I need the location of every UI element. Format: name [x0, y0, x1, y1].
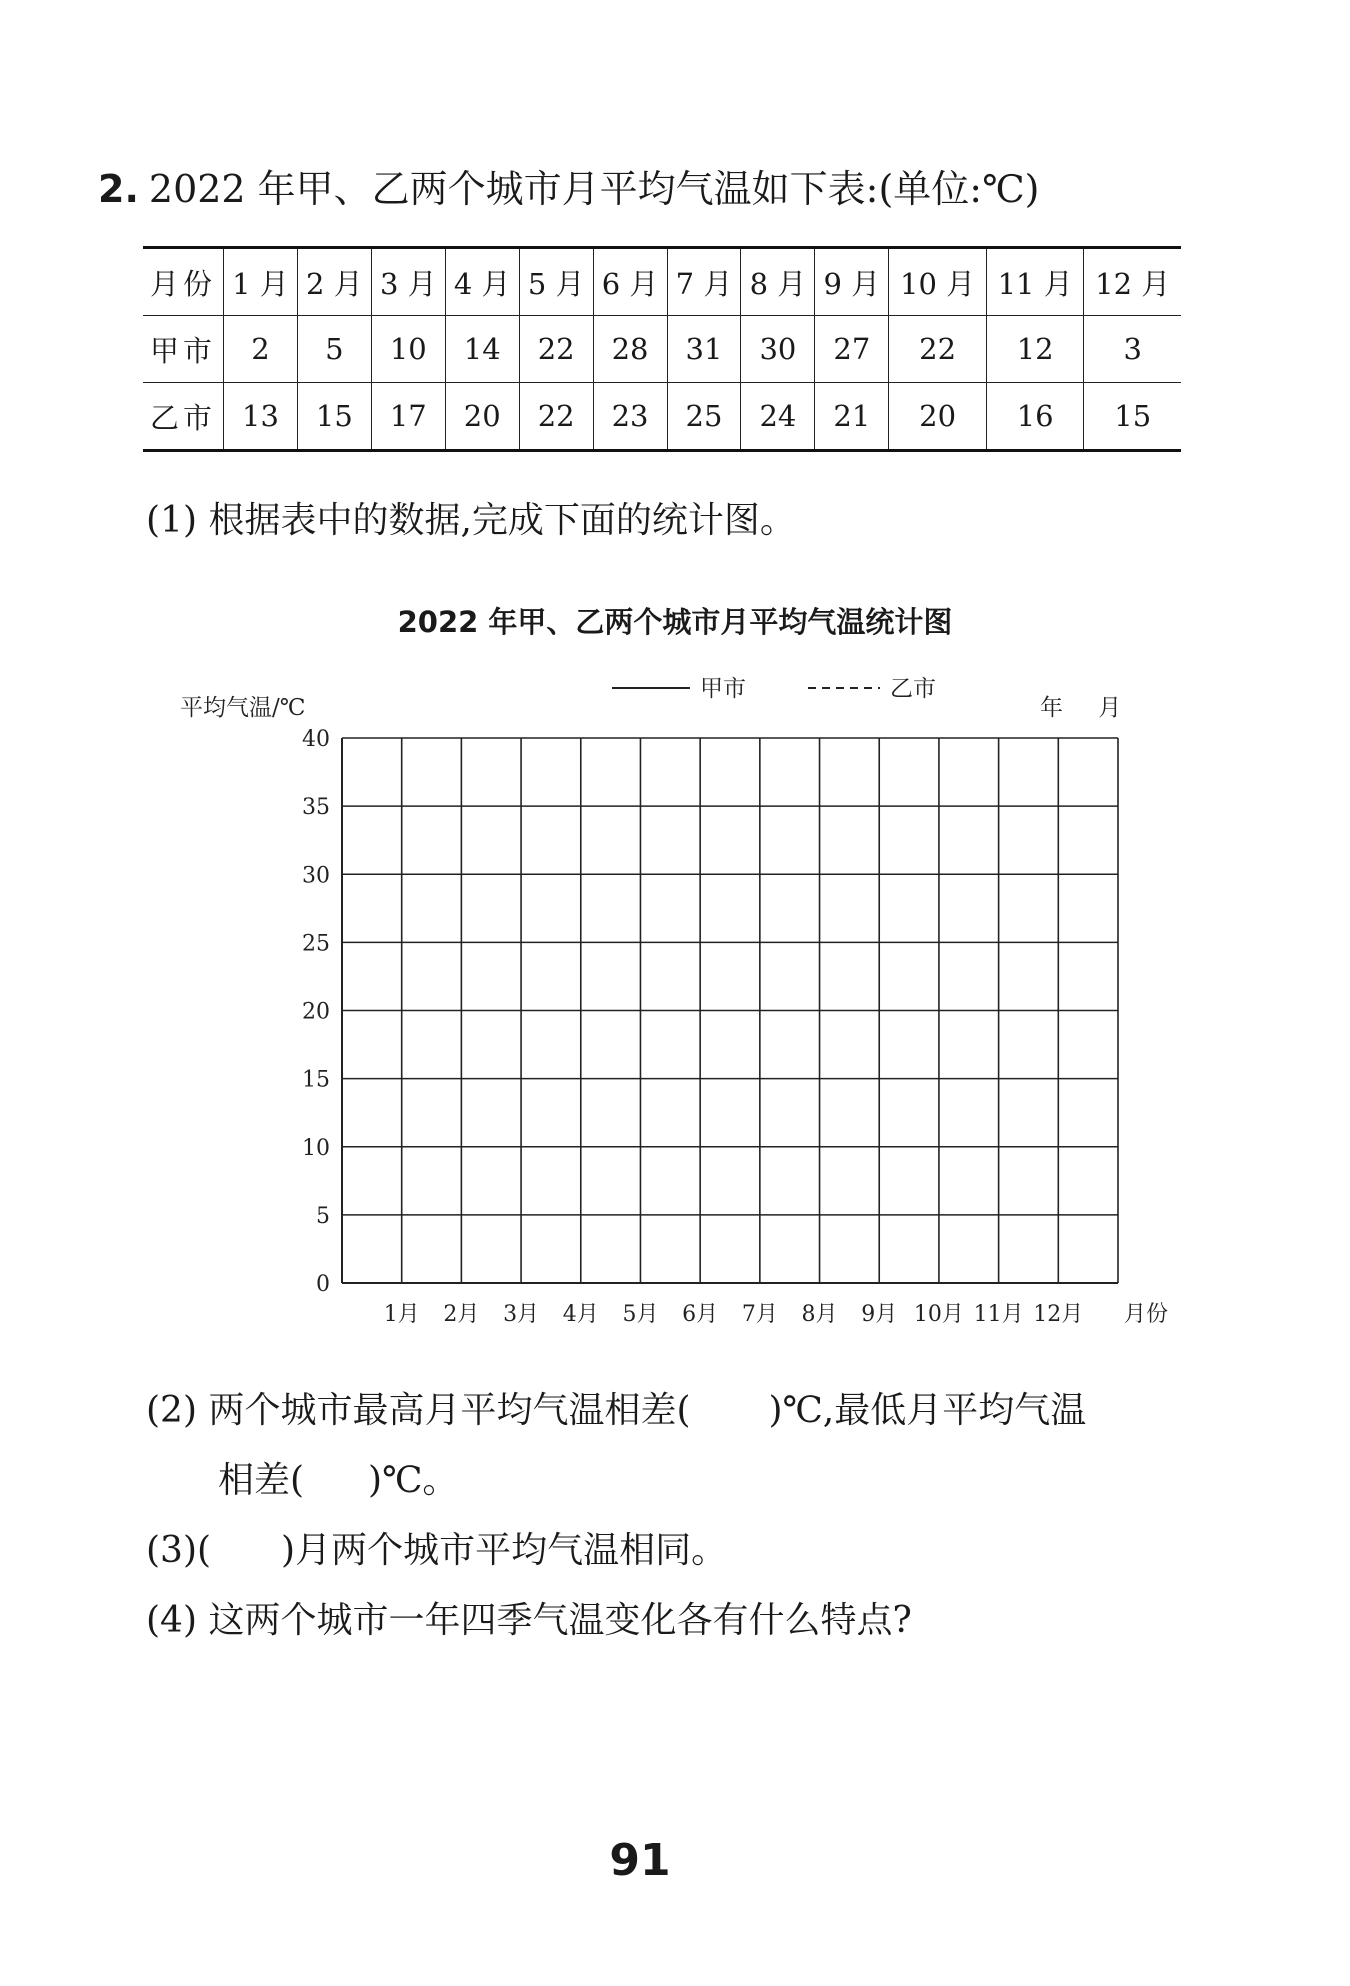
y-tick-label: 25 — [302, 931, 330, 957]
table-cell: 20 — [445, 383, 519, 451]
table-cell: 2 月 — [297, 248, 371, 316]
x-tick-label: 8月 — [801, 1302, 838, 1327]
table-cell: 13 — [224, 383, 298, 451]
x-tick-label: 10月 — [913, 1302, 964, 1327]
table-cell: 23 — [593, 383, 667, 451]
table-cell: 6 月 — [593, 248, 667, 316]
y-tick-label: 40 — [302, 727, 330, 752]
sub-question-3 — [146, 1522, 727, 1573]
table-cell: 11 月 — [986, 248, 1084, 316]
x-tick-label: 12月 — [1033, 1302, 1084, 1327]
table-cell: 30 — [741, 316, 815, 383]
question-title — [98, 158, 1039, 213]
x-tick-label: 9月 — [861, 1302, 898, 1327]
table-header-row — [143, 248, 1181, 316]
table-row — [143, 316, 1181, 383]
table-cell: 22 — [889, 316, 987, 383]
sub2-text-b: )℃,最低月平均气温 — [768, 1390, 1087, 1431]
question-text: 2022 年甲、乙两个城市月平均气温如下表:(单位:℃) — [148, 167, 1040, 211]
table-cell: 9 月 — [815, 248, 889, 316]
table-cell: 25 — [667, 383, 741, 451]
table-cell: 16 — [986, 383, 1084, 451]
sub-question-2 — [146, 1382, 1086, 1433]
table-cell: 7 月 — [667, 248, 741, 316]
sub2-text-d: )℃。 — [368, 1460, 459, 1501]
temperature-line-chart — [0, 670, 1350, 1330]
table-cell: 20 — [889, 383, 987, 451]
table-cell: 1 月 — [224, 248, 298, 316]
table-cell: 12 — [986, 316, 1084, 383]
y-tick-label: 15 — [302, 1067, 330, 1093]
row-header-cell: 月份 — [149, 266, 216, 301]
sub-question-2-cont — [218, 1452, 458, 1503]
y-tick-label: 30 — [302, 863, 330, 889]
x-tick-label: 1月 — [383, 1302, 420, 1327]
page-number: 91 — [609, 1835, 671, 1886]
table-cell: 15 — [1084, 383, 1181, 451]
y-tick-label: 35 — [302, 795, 330, 821]
table-cell: 27 — [815, 316, 889, 383]
row-header-cell: 甲市 — [143, 316, 224, 383]
y-tick-label: 10 — [302, 1135, 330, 1161]
row-header-cell: 乙市 — [143, 383, 224, 451]
table-cell: 3 月 — [371, 248, 445, 316]
table-cell: 3 — [1084, 316, 1181, 383]
x-axis-label: 月份 — [1124, 1302, 1169, 1327]
y-tick-label: 5 — [316, 1203, 330, 1229]
chart-title: 2022 年甲、乙两个城市月平均气温统计图 — [397, 605, 953, 639]
table-cell: 22 — [519, 316, 593, 383]
table-cell: 22 — [519, 383, 593, 451]
table-cell: 8 月 — [741, 248, 815, 316]
table-cell: 21 — [815, 383, 889, 451]
table-cell: 15 — [297, 383, 371, 451]
table-row — [143, 383, 1181, 451]
table-cell: 12 月 — [1084, 248, 1181, 316]
sub2-text-a: (2) 两个城市最高月平均气温相差( — [146, 1390, 691, 1431]
sub3-text-b: )月两个城市平均气温相同。 — [281, 1530, 728, 1571]
x-tick-label: 6月 — [682, 1302, 719, 1327]
legend-label-yi: 乙市 — [890, 676, 936, 702]
table-cell: 5 月 — [519, 248, 593, 316]
x-tick-label: 3月 — [503, 1302, 540, 1327]
table-cell: 24 — [741, 383, 815, 451]
x-tick-label: 4月 — [562, 1302, 599, 1327]
table-cell: 31 — [667, 316, 741, 383]
legend-label-jia: 甲市 — [700, 676, 746, 702]
table-cell: 5 — [297, 316, 371, 383]
table-cell: 10 — [371, 316, 445, 383]
table-cell: 10 月 — [889, 248, 987, 316]
table-cell: 17 — [371, 383, 445, 451]
x-tick-label: 2月 — [443, 1302, 480, 1327]
y-axis-label: 平均气温/℃ — [180, 695, 306, 721]
table-cell: 4 月 — [445, 248, 519, 316]
sub2-text-c: 相差( — [218, 1460, 305, 1501]
x-tick-label: 11月 — [973, 1302, 1024, 1327]
sub-question-1: (1) 根据表中的数据,完成下面的统计图。 — [146, 500, 796, 541]
question-number: 2. — [98, 167, 139, 211]
table-cell: 14 — [445, 316, 519, 383]
y-tick-label: 0 — [316, 1272, 330, 1297]
sub-question-4: (4) 这两个城市一年四季气温变化各有什么特点? — [146, 1600, 912, 1641]
temperature-table — [143, 246, 1181, 452]
table-cell: 28 — [593, 316, 667, 383]
date-label: 年 月 — [1040, 695, 1136, 721]
x-tick-label: 7月 — [741, 1302, 778, 1327]
sub3-text-a: (3)( — [146, 1530, 212, 1571]
x-tick-label: 5月 — [622, 1302, 659, 1327]
y-tick-label: 20 — [302, 999, 330, 1025]
table-cell: 2 — [224, 316, 298, 383]
